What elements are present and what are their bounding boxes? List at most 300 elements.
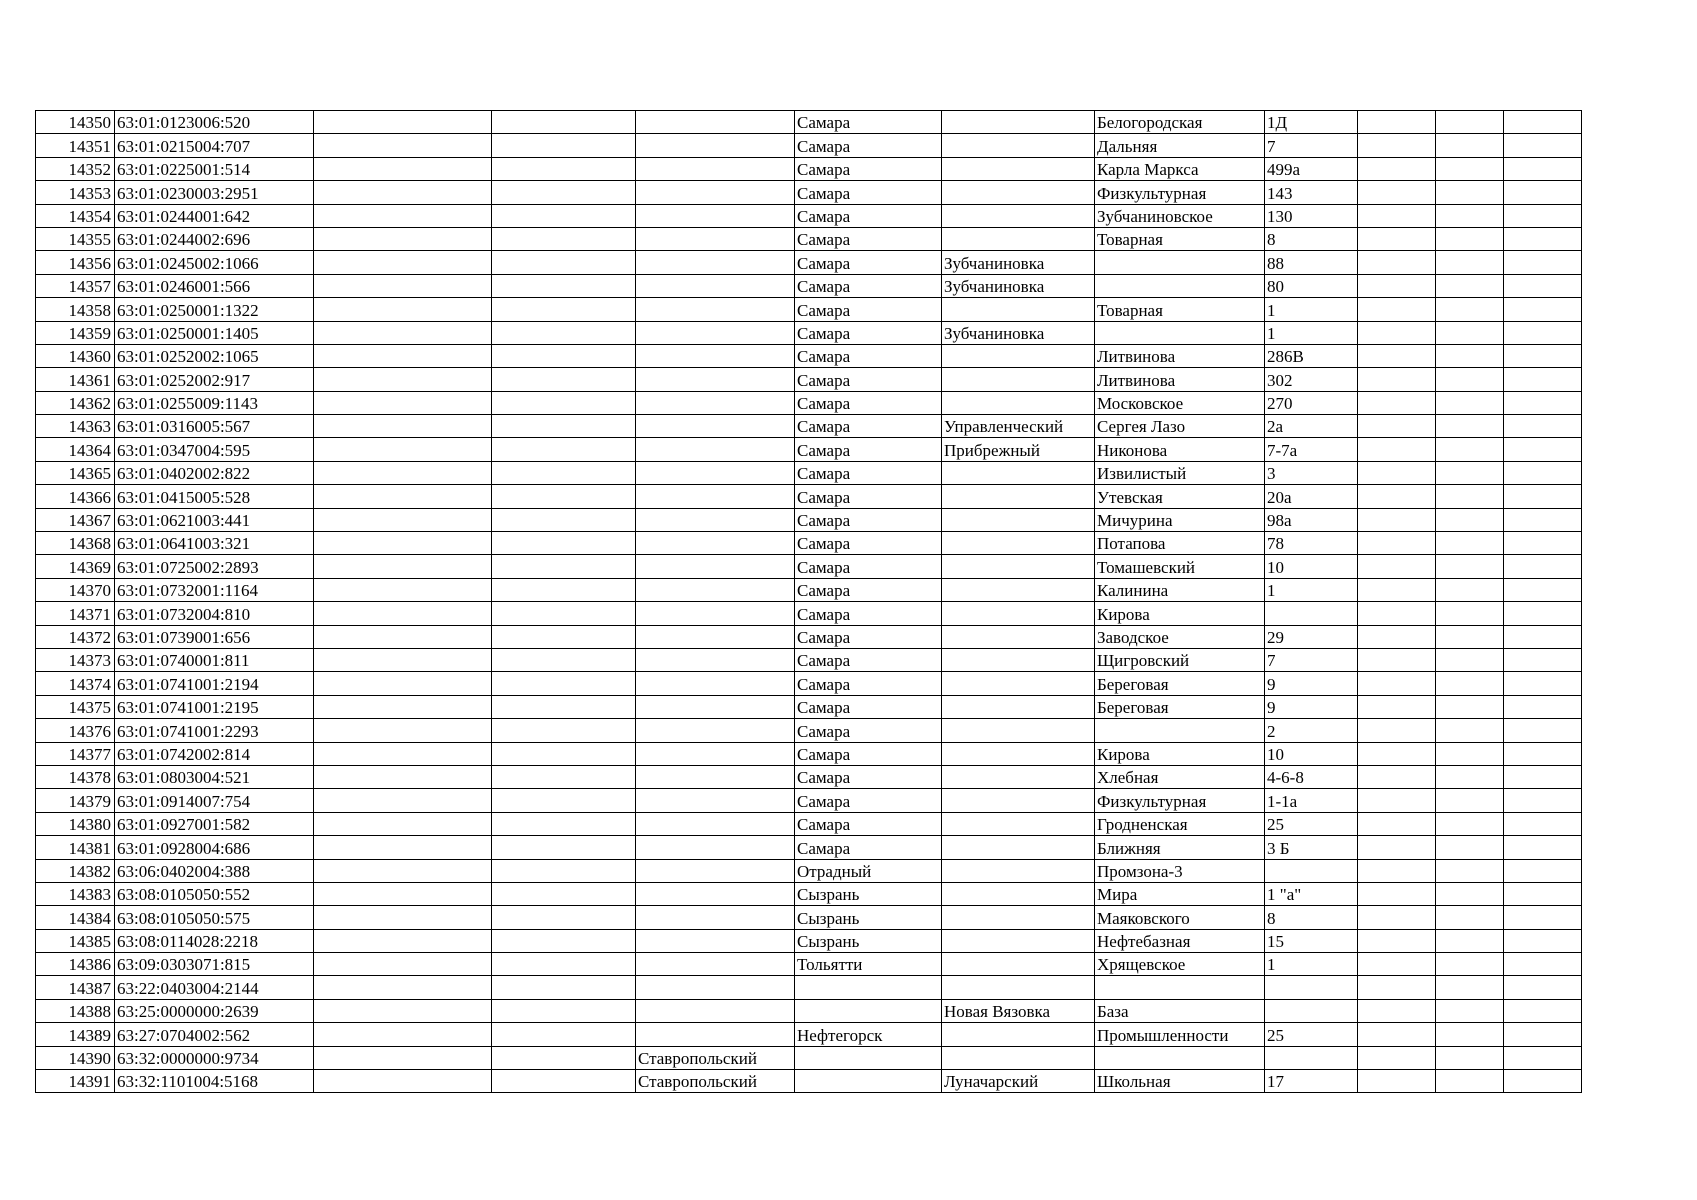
cell-street: Школьная <box>1095 1070 1265 1093</box>
cell-col-4 <box>492 625 636 648</box>
table-row <box>36 134 1582 157</box>
cell-city: Сызрань <box>795 929 942 952</box>
cell-district <box>636 485 795 508</box>
cell-row-number: 14357 <box>36 274 115 297</box>
table-row <box>36 976 1582 999</box>
cell-settlement <box>942 134 1095 157</box>
cell-district <box>636 836 795 859</box>
cell-settlement <box>942 976 1095 999</box>
cell-col-10 <box>1358 625 1436 648</box>
cell-col-3 <box>314 508 492 531</box>
cell-cadastral-number: 63:01:0252002:917 <box>115 368 314 391</box>
cell-col-11 <box>1436 204 1504 227</box>
cell-district <box>636 789 795 812</box>
cadastral-table <box>35 110 1582 1093</box>
cell-row-number: 14363 <box>36 415 115 438</box>
cell-street: Товарная <box>1095 298 1265 321</box>
cell-street: Зубчаниновское <box>1095 204 1265 227</box>
cell-settlement <box>942 461 1095 484</box>
cell-row-number: 14384 <box>36 906 115 929</box>
cell-col-12 <box>1504 157 1582 180</box>
cell-row-number: 14385 <box>36 929 115 952</box>
cell-city: Самара <box>795 321 942 344</box>
cell-street: Калинина <box>1095 578 1265 601</box>
cell-cadastral-number: 63:32:1101004:5168 <box>115 1070 314 1093</box>
cell-col-4 <box>492 719 636 742</box>
cell-street: Карла Маркса <box>1095 157 1265 180</box>
cell-row-number: 14381 <box>36 836 115 859</box>
cell-street <box>1095 321 1265 344</box>
cell-col-11 <box>1436 111 1504 134</box>
cell-col-10 <box>1358 508 1436 531</box>
cell-col-10 <box>1358 321 1436 344</box>
cell-street: Мичурина <box>1095 508 1265 531</box>
cell-settlement <box>942 625 1095 648</box>
cell-house: 1 <box>1265 298 1358 321</box>
cell-district <box>636 742 795 765</box>
cell-col-4 <box>492 906 636 929</box>
cell-settlement <box>942 391 1095 414</box>
cell-house <box>1265 1046 1358 1069</box>
cell-col-12 <box>1504 461 1582 484</box>
cell-col-12 <box>1504 438 1582 461</box>
table-row <box>36 742 1582 765</box>
cell-cadastral-number: 63:01:0244001:642 <box>115 204 314 227</box>
cell-col-3 <box>314 181 492 204</box>
cell-city <box>795 999 942 1022</box>
table-row <box>36 321 1582 344</box>
cell-col-12 <box>1504 836 1582 859</box>
cell-settlement <box>942 204 1095 227</box>
cell-col-3 <box>314 321 492 344</box>
cell-cadastral-number: 63:01:0914007:754 <box>115 789 314 812</box>
cell-col-11 <box>1436 415 1504 438</box>
cell-col-4 <box>492 578 636 601</box>
cell-city: Самара <box>795 157 942 180</box>
cell-settlement <box>942 344 1095 367</box>
cell-street: Мира <box>1095 882 1265 905</box>
cell-col-3 <box>314 157 492 180</box>
cell-district <box>636 227 795 250</box>
cell-settlement <box>942 929 1095 952</box>
cell-col-11 <box>1436 812 1504 835</box>
cell-street: Литвинова <box>1095 368 1265 391</box>
cell-col-10 <box>1358 298 1436 321</box>
cell-col-11 <box>1436 836 1504 859</box>
cell-street: Потапова <box>1095 532 1265 555</box>
cell-col-12 <box>1504 812 1582 835</box>
cell-city: Самара <box>795 742 942 765</box>
cell-col-11 <box>1436 227 1504 250</box>
cell-col-10 <box>1358 555 1436 578</box>
cell-house <box>1265 602 1358 625</box>
cell-house: 4-6-8 <box>1265 765 1358 788</box>
cell-col-3 <box>314 719 492 742</box>
cell-col-11 <box>1436 485 1504 508</box>
cell-col-11 <box>1436 765 1504 788</box>
cell-city: Самара <box>795 134 942 157</box>
cell-col-11 <box>1436 953 1504 976</box>
cell-city: Самара <box>795 181 942 204</box>
cell-house: 3 Б <box>1265 836 1358 859</box>
cell-col-11 <box>1436 648 1504 671</box>
cell-col-12 <box>1504 789 1582 812</box>
cell-col-12 <box>1504 204 1582 227</box>
cell-settlement: Луначарский <box>942 1070 1095 1093</box>
cell-city: Самара <box>795 765 942 788</box>
cell-col-3 <box>314 765 492 788</box>
cell-row-number: 14351 <box>36 134 115 157</box>
cell-street: Кирова <box>1095 602 1265 625</box>
cell-street: Физкультурная <box>1095 181 1265 204</box>
cell-col-11 <box>1436 508 1504 531</box>
cell-col-4 <box>492 929 636 952</box>
cell-col-4 <box>492 695 636 718</box>
cell-house: 25 <box>1265 1023 1358 1046</box>
cell-row-number: 14367 <box>36 508 115 531</box>
cell-district <box>636 274 795 297</box>
table-row <box>36 344 1582 367</box>
cell-row-number: 14383 <box>36 882 115 905</box>
cell-col-12 <box>1504 953 1582 976</box>
cell-col-12 <box>1504 485 1582 508</box>
cell-col-12 <box>1504 742 1582 765</box>
cell-col-11 <box>1436 602 1504 625</box>
table-row <box>36 251 1582 274</box>
cell-col-3 <box>314 648 492 671</box>
table-row <box>36 719 1582 742</box>
cell-settlement <box>942 789 1095 812</box>
table-row <box>36 602 1582 625</box>
cell-col-3 <box>314 695 492 718</box>
cell-district <box>636 391 795 414</box>
cell-cadastral-number: 63:01:0732001:1164 <box>115 578 314 601</box>
cell-col-4 <box>492 461 636 484</box>
cell-house: 7 <box>1265 134 1358 157</box>
cell-settlement <box>942 227 1095 250</box>
cell-house <box>1265 859 1358 882</box>
cell-col-11 <box>1436 157 1504 180</box>
cell-district <box>636 157 795 180</box>
cell-house: 7 <box>1265 648 1358 671</box>
cell-settlement <box>942 906 1095 929</box>
cell-col-4 <box>492 227 636 250</box>
cell-col-10 <box>1358 181 1436 204</box>
cell-col-11 <box>1436 789 1504 812</box>
cell-street <box>1095 251 1265 274</box>
cell-cadastral-number: 63:01:0402002:822 <box>115 461 314 484</box>
cell-col-3 <box>314 1070 492 1093</box>
cell-district <box>636 976 795 999</box>
cell-cadastral-number: 63:01:0621003:441 <box>115 508 314 531</box>
cell-district <box>636 953 795 976</box>
cell-col-12 <box>1504 227 1582 250</box>
cell-col-10 <box>1358 836 1436 859</box>
cell-col-3 <box>314 672 492 695</box>
cell-house: 9 <box>1265 695 1358 718</box>
cell-city: Нефтегорск <box>795 1023 942 1046</box>
cell-row-number: 14382 <box>36 859 115 882</box>
cell-city: Самара <box>795 274 942 297</box>
cell-col-10 <box>1358 672 1436 695</box>
cell-col-10 <box>1358 157 1436 180</box>
cell-house: 9 <box>1265 672 1358 695</box>
cell-house: 3 <box>1265 461 1358 484</box>
cell-cadastral-number: 63:06:0402004:388 <box>115 859 314 882</box>
cell-row-number: 14352 <box>36 157 115 180</box>
cell-house: 143 <box>1265 181 1358 204</box>
cell-district <box>636 812 795 835</box>
cell-col-11 <box>1436 695 1504 718</box>
cell-col-11 <box>1436 274 1504 297</box>
cell-street: Никонова <box>1095 438 1265 461</box>
cell-col-10 <box>1358 602 1436 625</box>
cell-row-number: 14372 <box>36 625 115 648</box>
cell-col-10 <box>1358 976 1436 999</box>
cell-city: Тольятти <box>795 953 942 976</box>
cell-cadastral-number: 63:01:0740001:811 <box>115 648 314 671</box>
cell-street: Томашевский <box>1095 555 1265 578</box>
cell-city: Самара <box>795 344 942 367</box>
cell-settlement <box>942 602 1095 625</box>
table-row <box>36 1046 1582 1069</box>
cell-col-3 <box>314 532 492 555</box>
cell-settlement: Зубчаниновка <box>942 321 1095 344</box>
table-row <box>36 555 1582 578</box>
cell-settlement: Зубчаниновка <box>942 274 1095 297</box>
cell-cadastral-number: 63:01:0927001:582 <box>115 812 314 835</box>
cell-district <box>636 929 795 952</box>
cell-col-3 <box>314 859 492 882</box>
cell-col-11 <box>1436 532 1504 555</box>
cell-col-11 <box>1436 298 1504 321</box>
cell-district <box>636 695 795 718</box>
cell-col-4 <box>492 298 636 321</box>
cell-col-12 <box>1504 625 1582 648</box>
cell-settlement: Прибрежный <box>942 438 1095 461</box>
table-row <box>36 882 1582 905</box>
cell-row-number: 14379 <box>36 789 115 812</box>
cell-col-10 <box>1358 134 1436 157</box>
cell-settlement <box>942 765 1095 788</box>
cell-col-10 <box>1358 929 1436 952</box>
cell-col-3 <box>314 227 492 250</box>
cell-row-number: 14356 <box>36 251 115 274</box>
cell-cadastral-number: 63:01:0255009:1143 <box>115 391 314 414</box>
cell-col-12 <box>1504 648 1582 671</box>
cell-house: 20а <box>1265 485 1358 508</box>
cell-city: Самара <box>795 204 942 227</box>
cell-street: Щигровский <box>1095 648 1265 671</box>
cell-row-number: 14373 <box>36 648 115 671</box>
cell-cadastral-number: 63:09:0303071:815 <box>115 953 314 976</box>
cell-col-12 <box>1504 344 1582 367</box>
cell-col-11 <box>1436 906 1504 929</box>
cell-street: Товарная <box>1095 227 1265 250</box>
cell-district: Ставропольский <box>636 1070 795 1093</box>
table-row <box>36 415 1582 438</box>
cell-cadastral-number: 63:01:0250001:1405 <box>115 321 314 344</box>
table-row <box>36 789 1582 812</box>
cell-col-11 <box>1436 321 1504 344</box>
cell-city: Самара <box>795 602 942 625</box>
table-row <box>36 765 1582 788</box>
cell-col-10 <box>1358 344 1436 367</box>
cell-settlement <box>942 578 1095 601</box>
cell-col-12 <box>1504 976 1582 999</box>
cell-settlement <box>942 508 1095 531</box>
cell-col-3 <box>314 298 492 321</box>
cell-settlement <box>942 859 1095 882</box>
cell-col-4 <box>492 953 636 976</box>
cell-house: 10 <box>1265 742 1358 765</box>
cell-street: Белогородская <box>1095 111 1265 134</box>
cell-city <box>795 1046 942 1069</box>
cell-col-3 <box>314 368 492 391</box>
cell-col-3 <box>314 134 492 157</box>
cell-street: Дальняя <box>1095 134 1265 157</box>
cell-col-4 <box>492 181 636 204</box>
cell-district <box>636 134 795 157</box>
cell-col-12 <box>1504 415 1582 438</box>
cell-row-number: 14358 <box>36 298 115 321</box>
cell-cadastral-number: 63:01:0316005:567 <box>115 415 314 438</box>
cell-district <box>636 204 795 227</box>
table-row <box>36 157 1582 180</box>
cell-col-12 <box>1504 555 1582 578</box>
cell-col-12 <box>1504 251 1582 274</box>
cell-row-number: 14374 <box>36 672 115 695</box>
cell-row-number: 14378 <box>36 765 115 788</box>
cell-row-number: 14361 <box>36 368 115 391</box>
cell-col-12 <box>1504 181 1582 204</box>
cell-house: 1-1а <box>1265 789 1358 812</box>
cell-city: Самара <box>795 812 942 835</box>
table-row <box>36 508 1582 531</box>
cell-col-3 <box>314 111 492 134</box>
cell-district <box>636 298 795 321</box>
cell-settlement <box>942 1046 1095 1069</box>
cell-col-3 <box>314 204 492 227</box>
cell-col-3 <box>314 906 492 929</box>
cell-house: 1Д <box>1265 111 1358 134</box>
cell-col-10 <box>1358 204 1436 227</box>
cell-col-3 <box>314 836 492 859</box>
cell-street: Хлебная <box>1095 765 1265 788</box>
cell-street: Физкультурная <box>1095 789 1265 812</box>
cell-city: Самара <box>795 298 942 321</box>
cell-col-4 <box>492 157 636 180</box>
cell-city: Самара <box>795 532 942 555</box>
cell-row-number: 14391 <box>36 1070 115 1093</box>
cell-street: Гродненская <box>1095 812 1265 835</box>
cell-row-number: 14377 <box>36 742 115 765</box>
cell-row-number: 14370 <box>36 578 115 601</box>
table-row <box>36 625 1582 648</box>
cell-col-12 <box>1504 1046 1582 1069</box>
cell-col-10 <box>1358 485 1436 508</box>
cell-settlement <box>942 648 1095 671</box>
cell-col-12 <box>1504 578 1582 601</box>
cell-settlement <box>942 882 1095 905</box>
cell-col-4 <box>492 836 636 859</box>
cell-col-3 <box>314 953 492 976</box>
cell-house <box>1265 999 1358 1022</box>
cell-col-4 <box>492 859 636 882</box>
cell-col-12 <box>1504 321 1582 344</box>
cell-district <box>636 321 795 344</box>
cell-cadastral-number: 63:01:0230003:2951 <box>115 181 314 204</box>
cell-street: Маяковского <box>1095 906 1265 929</box>
cell-col-4 <box>492 344 636 367</box>
cell-col-11 <box>1436 999 1504 1022</box>
cell-city: Самара <box>795 368 942 391</box>
cell-col-4 <box>492 742 636 765</box>
cell-col-3 <box>314 274 492 297</box>
table-row <box>36 1023 1582 1046</box>
cell-cadastral-number: 63:01:0246001:566 <box>115 274 314 297</box>
cell-col-11 <box>1436 251 1504 274</box>
table-row <box>36 461 1582 484</box>
cell-district <box>636 532 795 555</box>
cell-col-4 <box>492 321 636 344</box>
cell-row-number: 14366 <box>36 485 115 508</box>
cell-settlement <box>942 555 1095 578</box>
cell-street <box>1095 274 1265 297</box>
cell-house: 1 <box>1265 953 1358 976</box>
cell-district <box>636 344 795 367</box>
cell-col-10 <box>1358 719 1436 742</box>
cell-settlement: Новая Вязовка <box>942 999 1095 1022</box>
cell-col-12 <box>1504 882 1582 905</box>
cell-col-4 <box>492 508 636 531</box>
cell-city: Самара <box>795 789 942 812</box>
cell-col-10 <box>1358 532 1436 555</box>
cell-col-3 <box>314 485 492 508</box>
cell-col-10 <box>1358 438 1436 461</box>
cell-col-12 <box>1504 859 1582 882</box>
cell-street: База <box>1095 999 1265 1022</box>
table-row <box>36 578 1582 601</box>
cell-col-12 <box>1504 1070 1582 1093</box>
cell-house: 302 <box>1265 368 1358 391</box>
cell-city: Самара <box>795 391 942 414</box>
cell-row-number: 14359 <box>36 321 115 344</box>
cell-street: Хрящевское <box>1095 953 1265 976</box>
cell-col-3 <box>314 344 492 367</box>
cell-col-12 <box>1504 298 1582 321</box>
cell-col-12 <box>1504 672 1582 695</box>
cell-col-12 <box>1504 765 1582 788</box>
cell-city: Самара <box>795 836 942 859</box>
cell-col-11 <box>1436 134 1504 157</box>
cell-city: Самара <box>795 461 942 484</box>
cell-street: Извилистый <box>1095 461 1265 484</box>
cell-street <box>1095 719 1265 742</box>
cell-row-number: 14362 <box>36 391 115 414</box>
cell-house: 2а <box>1265 415 1358 438</box>
cell-settlement <box>942 1023 1095 1046</box>
cell-col-3 <box>314 625 492 648</box>
cell-row-number: 14360 <box>36 344 115 367</box>
cell-row-number: 14375 <box>36 695 115 718</box>
cell-col-10 <box>1358 765 1436 788</box>
cell-col-3 <box>314 882 492 905</box>
cell-row-number: 14353 <box>36 181 115 204</box>
cell-col-12 <box>1504 532 1582 555</box>
cell-col-3 <box>314 742 492 765</box>
cell-house: 499а <box>1265 157 1358 180</box>
